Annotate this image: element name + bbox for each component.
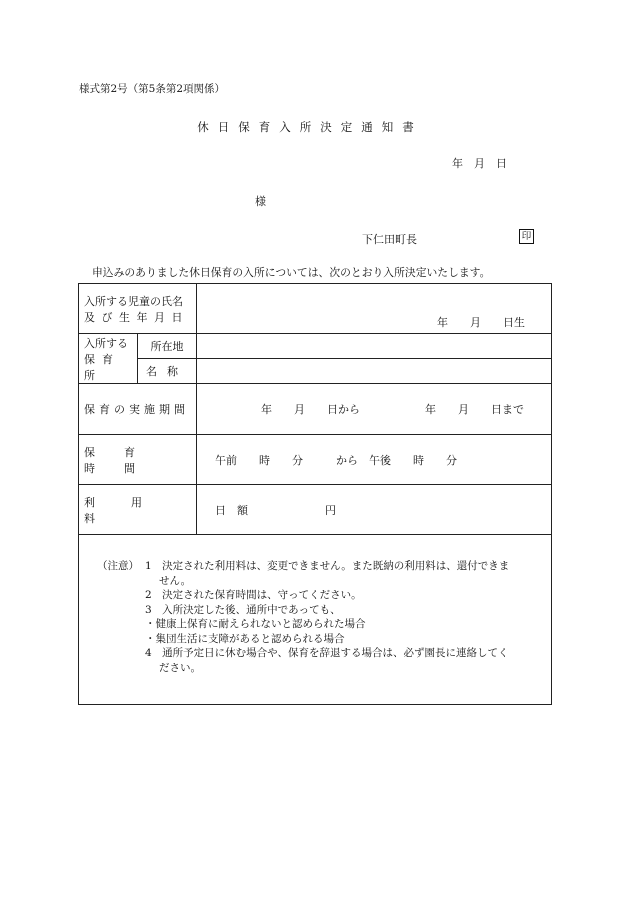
note-line-3: 2 決定された保育時間は、守ってください。 — [145, 589, 362, 601]
fee-row — [79, 485, 552, 535]
name-label-cell — [138, 359, 197, 384]
location-value-cell — [197, 334, 552, 359]
child-label-line2: 及び生年月日 — [84, 310, 189, 324]
seal-box: 印 — [519, 229, 534, 244]
fee-label-cell — [79, 485, 197, 535]
facility-name-row — [79, 359, 552, 384]
issuer-name: 下仁田町長 — [362, 233, 417, 246]
document-title: 休日保育入所決定通知書 — [197, 120, 423, 134]
form-reference: 様式第2号（第5条第2項関係） — [79, 83, 226, 95]
period-label-cell — [79, 384, 197, 435]
birth-date: 年 月 日生 — [437, 316, 525, 329]
hours-row — [79, 435, 552, 485]
notes-row — [79, 535, 552, 705]
hours-value: 午前 時 分 から 午後 時 分 — [215, 453, 457, 467]
note-line-8: ださい。 — [159, 661, 201, 674]
fee-value-cell — [197, 485, 552, 535]
name-label: 名称 — [146, 365, 188, 378]
child-value-cell — [197, 284, 552, 334]
intro-text: 申込みのありました休日保育の入所については、次のとおり入所決定いたします。 — [92, 266, 491, 279]
period-to: 年 月 日まで — [425, 403, 524, 416]
notes-heading: （注意） — [97, 560, 139, 572]
child-label-cell — [79, 284, 197, 334]
note-line-6: ・集団生活に支障があると認められる場合 — [145, 632, 345, 645]
period-label: 保育の実施期間 — [84, 403, 189, 416]
issue-date: 年 月 日 — [452, 157, 507, 170]
hours-value-cell — [197, 435, 552, 485]
facility-location-row — [79, 334, 552, 359]
fee-label: 利用料 — [84, 495, 178, 525]
decision-table — [78, 283, 552, 705]
period-value-cell — [197, 384, 552, 435]
facility-label-cell — [79, 334, 138, 384]
location-label-cell — [138, 334, 197, 359]
note-line-2: せん。 — [159, 574, 192, 587]
child-label-line1: 入所する児童の氏名 — [84, 294, 183, 308]
facility-label-line1: 入所する — [84, 336, 128, 350]
hours-label-cell — [79, 435, 197, 485]
child-row — [79, 284, 552, 334]
notes-cell — [79, 535, 552, 705]
hours-label: 保育時間 — [84, 445, 164, 475]
recipient-suffix: 様 — [255, 195, 266, 208]
period-from: 年 月 日から — [261, 403, 360, 416]
period-row — [79, 384, 552, 435]
note-line-1: 1 決定された利用料は、変更できません。また既納の利用料は、還付できま — [145, 560, 510, 572]
note-line-7: 4 通所予定日に休む場合や、保育を辞退する場合は、必ず園長に連絡してく — [145, 647, 509, 659]
note-line-4: 3 入所決定した後、通所中であっても、 — [145, 603, 341, 616]
facility-label-line2: 保育所 — [84, 352, 120, 382]
name-value-cell — [197, 359, 552, 384]
location-label: 所在地 — [150, 340, 184, 353]
fee-value: 日 額 円 — [215, 503, 336, 517]
note-line-5: ・健康上保育に耐えられないと認められた場合 — [145, 618, 366, 630]
